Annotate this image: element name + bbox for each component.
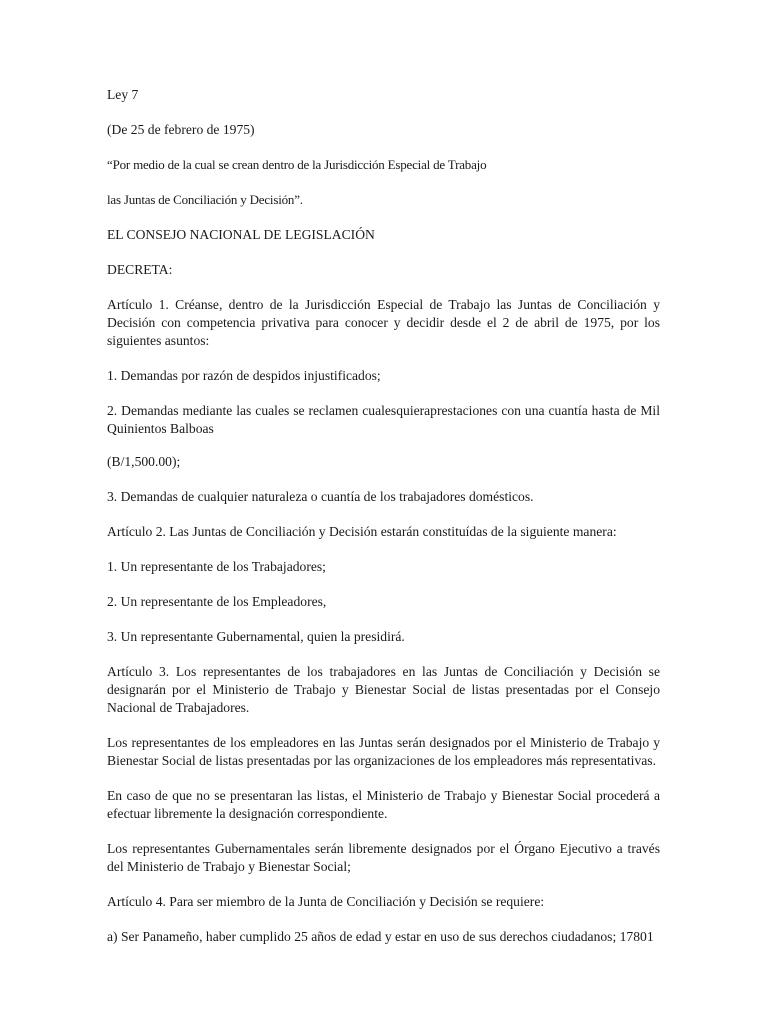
subtitle-line-2: las Juntas de Conciliación y Decisión”. — [107, 192, 303, 207]
article-2-item-1: 1. Un representante de los Trabajadores; — [107, 559, 326, 574]
article-3-paragraph-2: Los representantes de los empleadores en las Juntas serán designados por el Ministerio de Trabajo y Bienestar Social de listas presentadas por las organizaciones de los empleadores más representativas. — [107, 735, 660, 768]
council-heading: EL CONSEJO NACIONAL DE LEGISLACIÓN — [107, 227, 375, 242]
article-4-item-a: a) Ser Panameño, haber cumplido 25 años de edad y estar en uso de sus derechos ciudadanos; 17801 — [107, 929, 654, 944]
article-1-item-3: 3. Demandas de cualquier naturaleza o cuantía de los trabajadores domésticos. — [107, 489, 534, 504]
article-2-item-3: 3. Un representante Gubernamental, quien la presidirá. — [107, 629, 405, 644]
document-page — [107, 86, 660, 963]
article-1-item-2: 2. Demandas mediante las cuales se reclamen cualesquieraprestaciones con una cuantía hasta de Mil Quinientos Balboas — [107, 403, 660, 436]
subtitle-line-1: “Por medio de la cual se crean dentro de la Jurisdicción Especial de Trabajo — [107, 157, 487, 172]
article-3-paragraph-3: En caso de que no se presentaran las listas, el Ministerio de Trabajo y Bienestar Social procederá a efectuar libremente la designación correspondiente. — [107, 788, 660, 821]
article-1-item-2-amount: (B/1,500.00); — [107, 454, 181, 469]
article-3: Artículo 3. Los representantes de los trabajadores en las Juntas de Conciliación y Decisión se designarán por el Ministerio de Trabajo y Bienestar Social de listas presentadas por el Consejo Nacional de Trabajadores. — [107, 664, 660, 715]
article-2: Artículo 2. Las Juntas de Conciliación y Decisión estarán constituídas de la siguiente manera: — [107, 524, 617, 539]
article-1: Artículo 1. Créanse, dentro de la Jurisdicción Especial de Trabajo las Juntas de Conciliación y Decisión con competencia privativa para conocer y decidir desde el 2 de abril de 1975, por los siguientes asuntos: — [107, 297, 660, 348]
article-2-item-2: 2. Un representante de los Empleadores, — [107, 594, 327, 609]
article-4: Artículo 4. Para ser miembro de la Junta de Conciliación y Decisión se requiere: — [107, 894, 545, 909]
law-title: Ley 7 — [107, 87, 139, 102]
article-1-item-1: 1. Demandas por razón de despidos injustificados; — [107, 368, 381, 383]
date-line: (De 25 de febrero de 1975) — [107, 122, 255, 137]
article-3-paragraph-4: Los representantes Gubernamentales serán libremente designados por el Órgano Ejecutivo a través del Ministerio de Trabajo y Bienestar Social; — [107, 841, 660, 874]
decree-heading: DECRETA: — [107, 262, 173, 277]
